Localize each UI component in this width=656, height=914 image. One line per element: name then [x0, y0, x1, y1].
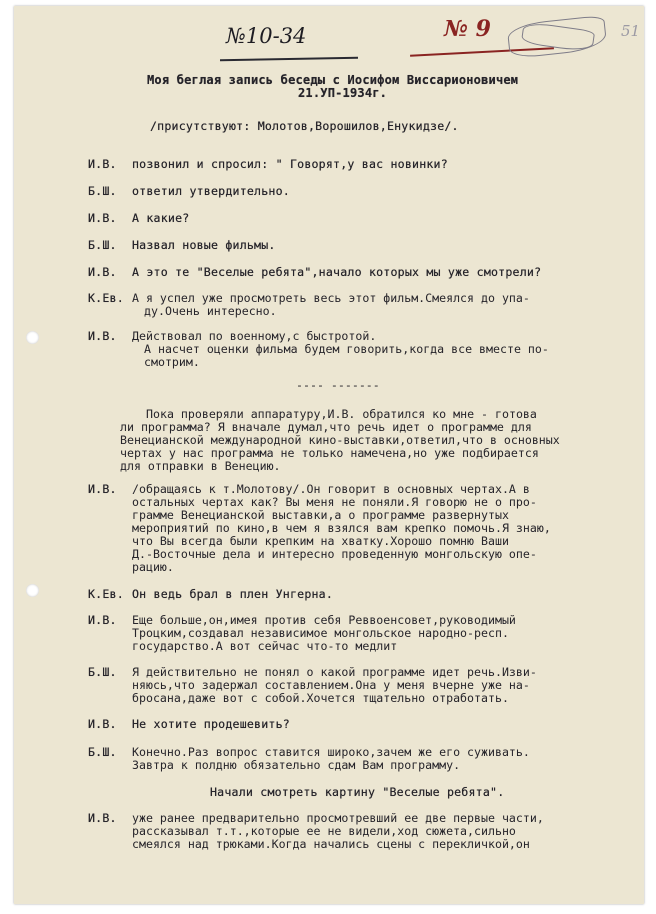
dialogue-line: государство.А вот сейчас что-то медлит [132, 639, 398, 653]
dialogue-line: ду.Очень интересно. [144, 304, 277, 318]
punch-hole-bottom [26, 584, 39, 597]
narrative-line: Начали смотреть картину "Веселые ребята". [210, 785, 505, 799]
dialogue-line: Я действительно не понял о какой программе идет речь.Изви- [132, 665, 537, 679]
speaker-label: И.В. [88, 717, 117, 731]
speaker-label: И.В. [88, 265, 117, 279]
section-separator: ---- ------- [296, 378, 380, 392]
dialogue-line: мероприятий по кино,в чем я взялся вам крепко помочь.Я знаю, [132, 521, 551, 535]
dialogue-line: /обращаясь к т.Молотову/.Он говорит в основных чертах.А в [132, 482, 530, 496]
speaker-label: К.Ев. [88, 291, 124, 305]
dialogue-line: няюсь,что задержал составлением.Она у меня вчерне уже на- [132, 678, 530, 692]
dialogue-line: бросана,даже вот с собой.Хочется тщательно отработать. [132, 691, 509, 705]
dialogue-line: Д.-Восточные дела и интересно проведенную монгольскую опе- [132, 547, 537, 561]
dialogue-line: смеялся над трюками.Когда начались сцены с перекличкой,он [132, 837, 530, 851]
dialogue-line: Завтра к полдню обязательно сдам Вам программу. [132, 758, 461, 772]
dialogue-line: Еще больше,он,имея против себя Реввоенсовет,руководимый [132, 613, 516, 627]
dialogue-line: смотрим. [144, 355, 200, 369]
narrative-line: Венецианской международной кино-выставки,ответил,что в основных [120, 433, 560, 447]
speaker-label: И.В. [88, 613, 117, 627]
red-sheet-number: № 9 [444, 16, 491, 42]
dialogue-line: Троцким,создавал независимое монгольское народно-респ. [132, 626, 509, 640]
dialogue-text: А какие? [132, 211, 190, 225]
speaker-label: И.В. [88, 211, 117, 225]
dialogue-text: Он ведь брал в плен Унгерна. [132, 587, 334, 601]
dialogue-line: А я успел уже просмотреть весь этот фильм.Смеялся до упа- [132, 291, 530, 305]
faint-page-number: 51 [621, 22, 641, 40]
dialogue-line: рацию. [132, 560, 174, 574]
dialogue-line: уже ранее предварительно просмотревший ее две первые части, [132, 811, 544, 825]
memo-title: Моя беглая запись беседы с Иосифом Виссарионовичем [147, 73, 519, 87]
speaker-label: Б.Ш. [88, 745, 117, 759]
speaker-label: И.В. [88, 329, 117, 343]
dialogue-line: остальных чертах как? Вы меня не поняли.Я говорю не о про- [132, 495, 537, 509]
narrative-line: Пока проверяли аппаратуру,И.В. обратился ко мне - готова [146, 407, 537, 421]
speaker-label: Б.Ш. [88, 184, 117, 198]
speaker-label: Б.Ш. [88, 238, 117, 252]
archive-number: №10-34 [226, 24, 307, 48]
speaker-label: И.В. [88, 157, 117, 171]
narrative-line: ли программа? Я вначале думал,что речь идет о программе для [120, 420, 532, 434]
speaker-label: К.Ев. [88, 587, 124, 601]
narrative-line: для отправки в Венецию. [120, 459, 281, 473]
document-page [14, 6, 644, 904]
attendance-line: /присутствуют: Молотов,Ворошилов,Енукидзе/. [150, 119, 459, 133]
dialogue-line: грамме Венецианской выставки,а о программе развернутых [132, 508, 509, 522]
archive-number-underline [220, 57, 358, 61]
punch-hole-top [26, 331, 39, 344]
memo-date: 21.УП-1934г. [298, 86, 388, 100]
dialogue-text: ответил утвердительно. [132, 184, 290, 198]
dialogue-text: Назвал новые фильмы. [132, 238, 276, 252]
dialogue-text: Не хотите продешевить? [132, 717, 290, 731]
dialogue-line: Действовал по военному,с быстротой. [132, 329, 377, 343]
speaker-label: И.В. [88, 811, 117, 825]
dialogue-line: Конечно.Раз вопрос ставится широко,зачем же его суживать. [132, 745, 530, 759]
dialogue-line: рассказывал т.т.,которые ее не видели,ход сюжета,сильно [132, 824, 516, 838]
dialogue-line: что Вы всегда были крепким на хватку.Хорошо помню Ваши [132, 534, 509, 548]
narrative-line: чертах у нас программа не только намечена,но уже подбирается [120, 446, 539, 460]
dialogue-text: позвонил и спросил: " Говорят,у вас новинки? [132, 157, 448, 171]
dialogue-text: А это те "Веселые ребята",начало которых мы уже смотрели? [132, 265, 542, 279]
speaker-label: И.В. [88, 482, 117, 496]
speaker-label: Б.Ш. [88, 665, 117, 679]
dialogue-line: А насчет оценки фильма будем говорить,когда все вместе по- [144, 342, 549, 356]
